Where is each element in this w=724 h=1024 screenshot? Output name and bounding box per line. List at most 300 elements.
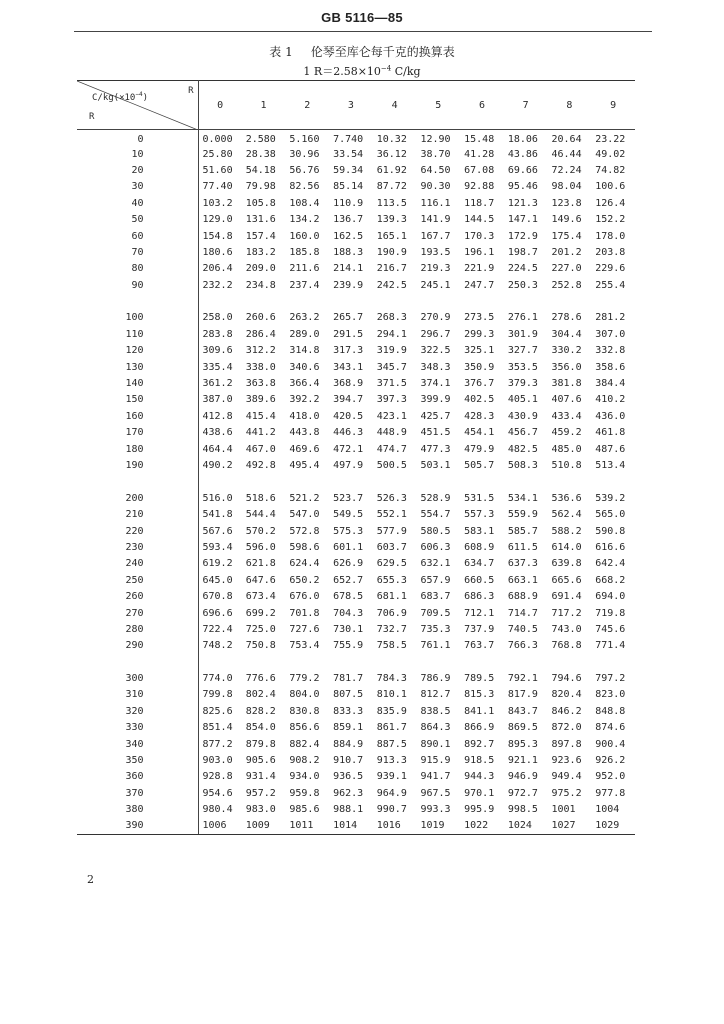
value-cell: 77.40	[202, 181, 233, 193]
table-row	[77, 703, 635, 719]
value-cell: 678.5	[333, 591, 364, 603]
value-cell: 170.3	[464, 230, 495, 242]
value-cell: 405.1	[507, 394, 538, 406]
value-cell: 46.44	[551, 148, 582, 160]
value-cell: 165.1	[376, 230, 407, 242]
value-cell: 913.3	[376, 755, 407, 767]
value-cell: 317.3	[333, 345, 364, 357]
value-cell: 263.2	[289, 312, 320, 324]
value-cell: 268.3	[376, 312, 407, 324]
value-cell: 823.0	[595, 689, 626, 701]
column-header: 4	[373, 81, 417, 130]
value-cell: 812.7	[420, 689, 451, 701]
value-cell: 327.7	[507, 345, 538, 357]
value-cell: 828.2	[245, 705, 276, 717]
value-cell: 270.9	[420, 312, 451, 324]
value-cell: 895.3	[507, 738, 538, 750]
value-cell: 851.4	[202, 722, 233, 734]
value-cell: 735.3	[420, 623, 451, 635]
value-cell: 619.2	[202, 558, 233, 570]
value-cell: 338.0	[245, 361, 276, 373]
group-spacer	[77, 474, 635, 490]
corner-r-row-label: R	[89, 112, 95, 122]
header-divider	[74, 31, 652, 32]
value-cell: 209.0	[245, 263, 276, 275]
value-cell: 172.9	[507, 230, 538, 242]
value-cell: 423.1	[376, 410, 407, 422]
value-cell: 415.4	[245, 410, 276, 422]
value-cell: 817.9	[507, 689, 538, 701]
value-cell: 848.8	[595, 705, 626, 717]
group-spacer	[77, 293, 635, 309]
value-cell: 975.2	[551, 787, 582, 799]
value-cell: 353.5	[507, 361, 538, 373]
value-cell: 642.4	[595, 558, 626, 570]
value-cell: 144.5	[464, 214, 495, 226]
value-cell: 712.1	[464, 607, 495, 619]
value-cell: 500.5	[376, 460, 407, 471]
value-cell: 588.2	[551, 525, 582, 537]
value-cell: 552.1	[376, 509, 407, 521]
value-cell: 407.6	[551, 394, 582, 406]
value-cell: 957.2	[245, 787, 276, 799]
value-cell: 699.2	[245, 607, 276, 619]
row-key-r: 80	[77, 261, 198, 277]
value-cell: 539.2	[595, 492, 626, 504]
value-cell: 830.8	[289, 705, 320, 717]
value-cell: 110.9	[333, 197, 364, 209]
value-cell: 657.9	[420, 574, 451, 586]
table-row	[77, 162, 635, 178]
value-cell: 944.3	[464, 771, 495, 783]
value-cell: 952.0	[595, 771, 626, 783]
value-cell: 650.2	[289, 574, 320, 586]
value-cell: 559.9	[507, 509, 538, 521]
value-cell: 905.6	[245, 755, 276, 767]
table-row	[77, 523, 635, 539]
value-cell: 766.3	[507, 640, 538, 652]
value-cell: 136.7	[333, 214, 364, 226]
value-cell: 82.56	[289, 181, 320, 193]
value-cell: 1019	[416, 818, 460, 834]
value-cell: 575.3	[333, 525, 364, 537]
value-cell: 273.5	[464, 312, 495, 324]
row-key-r: 120	[77, 343, 198, 359]
value-cell: 281.2	[595, 312, 626, 324]
row-key-r: 340	[77, 736, 198, 752]
value-cell: 877.2	[202, 738, 233, 750]
value-cell: 1011	[285, 818, 329, 834]
value-cell: 634.7	[464, 558, 495, 570]
value-cell: 789.5	[464, 673, 495, 685]
row-key-r: 50	[77, 211, 198, 227]
column-header: 6	[460, 81, 504, 130]
value-cell: 567.6	[202, 525, 233, 537]
value-cell: 505.7	[464, 460, 495, 471]
value-cell: 536.6	[551, 492, 582, 504]
value-cell: 376.7	[464, 378, 495, 390]
value-cell: 190.9	[376, 246, 407, 258]
value-cell: 7.740	[333, 133, 364, 145]
value-cell: 614.0	[551, 541, 582, 553]
value-cell: 939.1	[376, 771, 407, 783]
value-cell: 74.82	[595, 164, 626, 176]
value-cell: 926.2	[595, 755, 626, 767]
value-cell: 637.3	[507, 558, 538, 570]
value-cell: 221.9	[464, 263, 495, 275]
table-row	[77, 769, 635, 785]
row-key-r: 20	[77, 162, 198, 178]
value-cell: 549.5	[333, 509, 364, 521]
value-cell: 149.6	[551, 214, 582, 226]
value-cell: 977.8	[595, 787, 626, 799]
value-cell: 918.5	[464, 755, 495, 767]
value-cell: 820.4	[551, 689, 582, 701]
value-cell: 314.8	[289, 345, 320, 357]
value-cell: 206.4	[202, 263, 233, 275]
value-cell: 928.8	[202, 771, 233, 783]
row-key-r: 130	[77, 359, 198, 375]
value-cell: 487.6	[595, 443, 626, 455]
value-cell: 113.5	[376, 197, 407, 209]
table-row	[77, 130, 635, 146]
value-cell: 740.5	[507, 623, 538, 635]
value-cell: 90.30	[420, 181, 451, 193]
table-row	[77, 359, 635, 375]
value-cell: 732.7	[376, 623, 407, 635]
value-cell: 345.7	[376, 361, 407, 373]
value-cell: 322.5	[420, 345, 451, 357]
value-cell: 178.0	[595, 230, 626, 242]
column-header: 7	[504, 81, 548, 130]
value-cell: 234.8	[245, 279, 276, 291]
row-key-r: 240	[77, 556, 198, 572]
table-row	[77, 244, 635, 260]
value-cell: 350.9	[464, 361, 495, 373]
table-row	[77, 638, 635, 654]
value-cell: 910.7	[333, 755, 364, 767]
table-row	[77, 572, 635, 588]
value-cell: 389.6	[245, 394, 276, 406]
value-cell: 663.1	[507, 574, 538, 586]
value-cell: 198.7	[507, 246, 538, 258]
value-cell: 513.4	[595, 460, 626, 471]
value-cell: 467.0	[245, 443, 276, 455]
value-cell: 763.7	[464, 640, 495, 652]
value-cell: 993.3	[420, 804, 451, 816]
value-cell: 786.9	[420, 673, 451, 685]
value-cell: 363.8	[245, 378, 276, 390]
diagonal-split-line	[77, 81, 198, 130]
value-cell: 291.5	[333, 328, 364, 340]
value-cell: 799.8	[202, 689, 233, 701]
value-cell: 585.7	[507, 525, 538, 537]
value-cell: 1029	[591, 818, 635, 834]
row-key-r: 110	[77, 326, 198, 342]
table-row	[77, 556, 635, 572]
value-cell: 626.9	[333, 558, 364, 570]
value-cell: 379.3	[507, 378, 538, 390]
value-cell: 278.6	[551, 312, 582, 324]
column-header: 1	[242, 81, 286, 130]
value-cell: 245.1	[420, 279, 451, 291]
table-row	[77, 408, 635, 424]
value-cell: 325.1	[464, 345, 495, 357]
value-cell: 941.7	[420, 771, 451, 783]
value-cell: 219.3	[420, 263, 451, 275]
table-row	[77, 506, 635, 522]
value-cell: 503.1	[420, 460, 451, 471]
standard-code-header: GB 5116—85	[321, 10, 403, 25]
corner-unit-label: $C/kg(\times 10^{-4})$	[92, 91, 149, 103]
value-cell: 691.4	[551, 591, 582, 603]
value-cell: 717.2	[551, 607, 582, 619]
value-cell: 737.9	[464, 623, 495, 635]
row-key-r: 320	[77, 703, 198, 719]
value-cell: 645.0	[202, 574, 233, 586]
value-cell: 108.4	[289, 197, 320, 209]
value-cell: 330.2	[551, 345, 582, 357]
value-cell: 299.3	[464, 328, 495, 340]
table-row	[77, 195, 635, 211]
value-cell: 668.2	[595, 574, 626, 586]
value-cell: 185.8	[289, 246, 320, 258]
value-cell: 242.5	[376, 279, 407, 291]
value-cell: 56.76	[289, 164, 320, 176]
table-row	[77, 375, 635, 391]
group-spacer	[77, 654, 635, 670]
row-key-r: 150	[77, 392, 198, 408]
value-cell: 745.6	[595, 623, 626, 635]
row-key-r: 160	[77, 408, 198, 424]
value-cell: 141.9	[420, 214, 451, 226]
value-cell: 722.4	[202, 623, 233, 635]
value-cell: 596.0	[245, 541, 276, 553]
value-cell: 890.1	[420, 738, 451, 750]
table-title	[0, 43, 724, 60]
value-cell: 897.8	[551, 738, 582, 750]
value-cell: 286.4	[245, 328, 276, 340]
value-cell: 309.6	[202, 345, 233, 357]
value-cell: 946.9	[507, 771, 538, 783]
value-cell: 1004	[595, 804, 620, 816]
value-cell: 294.1	[376, 328, 407, 340]
value-cell: 392.2	[289, 394, 320, 406]
value-cell: 188.3	[333, 246, 364, 258]
value-cell: 381.8	[551, 378, 582, 390]
value-cell: 20.64	[551, 133, 582, 145]
value-cell: 49.02	[595, 148, 626, 160]
value-cell: 129.0	[202, 214, 233, 226]
value-cell: 1006	[198, 818, 242, 834]
value-cell: 456.7	[507, 427, 538, 439]
row-key-r: 260	[77, 588, 198, 604]
value-cell: 727.6	[289, 623, 320, 635]
value-cell: 28.38	[245, 148, 276, 160]
value-cell: 67.08	[464, 164, 495, 176]
value-cell: 348.3	[420, 361, 451, 373]
value-cell: 621.8	[245, 558, 276, 570]
value-cell: 804.0	[289, 689, 320, 701]
value-cell: 87.72	[376, 181, 407, 193]
value-cell: 887.5	[376, 738, 407, 750]
value-cell: 921.1	[507, 755, 538, 767]
row-key-r: 220	[77, 523, 198, 539]
value-cell: 283.8	[202, 328, 233, 340]
value-cell: 397.3	[376, 394, 407, 406]
value-cell: 750.8	[245, 640, 276, 652]
value-cell: 469.6	[289, 443, 320, 455]
table-name: 伦琴至库仑每千克的换算表	[310, 45, 455, 59]
value-cell: 807.5	[333, 689, 364, 701]
header-row	[77, 81, 635, 130]
value-cell: 794.6	[551, 673, 582, 685]
value-cell: 990.7	[376, 804, 407, 816]
value-cell: 100.6	[595, 181, 626, 193]
value-cell: 441.2	[245, 427, 276, 439]
row-key-r: 210	[77, 506, 198, 522]
column-header: 2	[285, 81, 329, 130]
value-cell: 1027	[548, 818, 592, 834]
table-row	[77, 670, 635, 686]
value-cell: 616.6	[595, 541, 626, 553]
row-key-r: 40	[77, 195, 198, 211]
value-cell: 203.8	[595, 246, 626, 258]
column-header: 8	[548, 81, 592, 130]
value-cell: 10.32	[376, 133, 407, 145]
value-cell: 995.9	[464, 804, 495, 816]
value-cell: 211.6	[289, 263, 320, 275]
value-cell: 1009	[242, 818, 286, 834]
table-row	[77, 539, 635, 555]
value-cell: 967.5	[420, 787, 451, 799]
row-key-r: 0	[77, 130, 198, 146]
value-cell: 879.8	[245, 738, 276, 750]
value-cell: 5.160	[289, 133, 320, 145]
value-cell: 232.2	[202, 279, 233, 291]
value-cell: 459.2	[551, 427, 582, 439]
value-cell: 160.0	[289, 230, 320, 242]
value-cell: 681.1	[376, 591, 407, 603]
value-cell: 583.1	[464, 525, 495, 537]
value-cell: 743.0	[551, 623, 582, 635]
value-cell: 776.6	[245, 673, 276, 685]
table-row	[77, 621, 635, 637]
value-cell: 802.4	[245, 689, 276, 701]
value-cell: 652.7	[333, 574, 364, 586]
value-cell: 784.3	[376, 673, 407, 685]
value-cell: 461.8	[595, 427, 626, 439]
value-cell: 418.0	[289, 410, 320, 422]
value-cell: 410.2	[595, 394, 626, 406]
value-cell: 332.8	[595, 345, 626, 357]
value-cell: 598.6	[289, 541, 320, 553]
value-cell: 79.98	[245, 181, 276, 193]
value-cell: 152.2	[595, 214, 626, 226]
value-cell: 33.54	[333, 148, 364, 160]
value-cell: 719.8	[595, 607, 626, 619]
value-cell: 980.4	[202, 804, 233, 816]
table-row	[77, 736, 635, 752]
value-cell: 95.46	[507, 181, 538, 193]
value-cell: 603.7	[376, 541, 407, 553]
value-cell: 869.5	[507, 722, 538, 734]
value-cell: 936.5	[333, 771, 364, 783]
row-key-r: 370	[77, 785, 198, 801]
table-row	[77, 179, 635, 195]
value-cell: 949.4	[551, 771, 582, 783]
value-cell: 255.4	[595, 279, 626, 291]
value-cell: 714.7	[507, 607, 538, 619]
value-cell: 1016	[373, 818, 417, 834]
value-cell: 265.7	[333, 312, 364, 324]
corner-header-cell	[77, 81, 198, 130]
value-cell: 131.6	[245, 214, 276, 226]
value-cell: 126.4	[595, 197, 626, 209]
value-cell: 51.60	[202, 164, 233, 176]
value-cell: 485.0	[551, 443, 582, 455]
value-cell: 312.2	[245, 345, 276, 357]
row-key-r: 180	[77, 441, 198, 457]
conversion-table	[77, 80, 635, 835]
value-cell: 665.6	[551, 574, 582, 586]
value-cell: 374.1	[420, 378, 451, 390]
value-cell: 959.8	[289, 787, 320, 799]
value-cell: 36.12	[376, 148, 407, 160]
value-cell: 356.0	[551, 361, 582, 373]
value-cell: 247.7	[464, 279, 495, 291]
value-cell: 541.8	[202, 509, 233, 521]
value-cell: 815.3	[464, 689, 495, 701]
value-cell: 438.6	[202, 427, 233, 439]
value-cell: 420.5	[333, 410, 364, 422]
value-cell: 43.86	[507, 148, 538, 160]
row-key-r: 310	[77, 687, 198, 703]
value-cell: 41.28	[464, 148, 495, 160]
value-cell: 725.0	[245, 623, 276, 635]
table-row	[77, 277, 635, 293]
value-cell: 260.6	[245, 312, 276, 324]
value-cell: 147.1	[507, 214, 538, 226]
value-cell: 608.9	[464, 541, 495, 553]
value-cell: 562.4	[551, 509, 582, 521]
value-cell: 797.2	[595, 673, 626, 685]
value-cell: 854.0	[245, 722, 276, 734]
row-key-r: 250	[77, 572, 198, 588]
row-key-r: 60	[77, 228, 198, 244]
value-cell: 748.2	[202, 640, 233, 652]
value-cell: 758.5	[376, 640, 407, 652]
value-cell: 139.3	[376, 214, 407, 226]
value-cell: 843.7	[507, 705, 538, 717]
value-cell: 23.22	[595, 133, 626, 145]
table-row	[77, 343, 635, 359]
value-cell: 988.1	[333, 804, 364, 816]
value-cell: 900.4	[595, 738, 626, 750]
value-cell: 1014	[329, 818, 373, 834]
value-cell: 874.6	[595, 722, 626, 734]
value-cell: 730.1	[333, 623, 364, 635]
value-cell: 250.3	[507, 279, 538, 291]
value-cell: 394.7	[333, 394, 364, 406]
table-row	[77, 802, 635, 818]
value-cell: 903.0	[202, 755, 233, 767]
value-cell: 655.3	[376, 574, 407, 586]
value-cell: 497.9	[333, 460, 364, 471]
value-cell: 954.6	[202, 787, 233, 799]
value-cell: 704.3	[333, 607, 364, 619]
value-cell: 61.92	[376, 164, 407, 176]
